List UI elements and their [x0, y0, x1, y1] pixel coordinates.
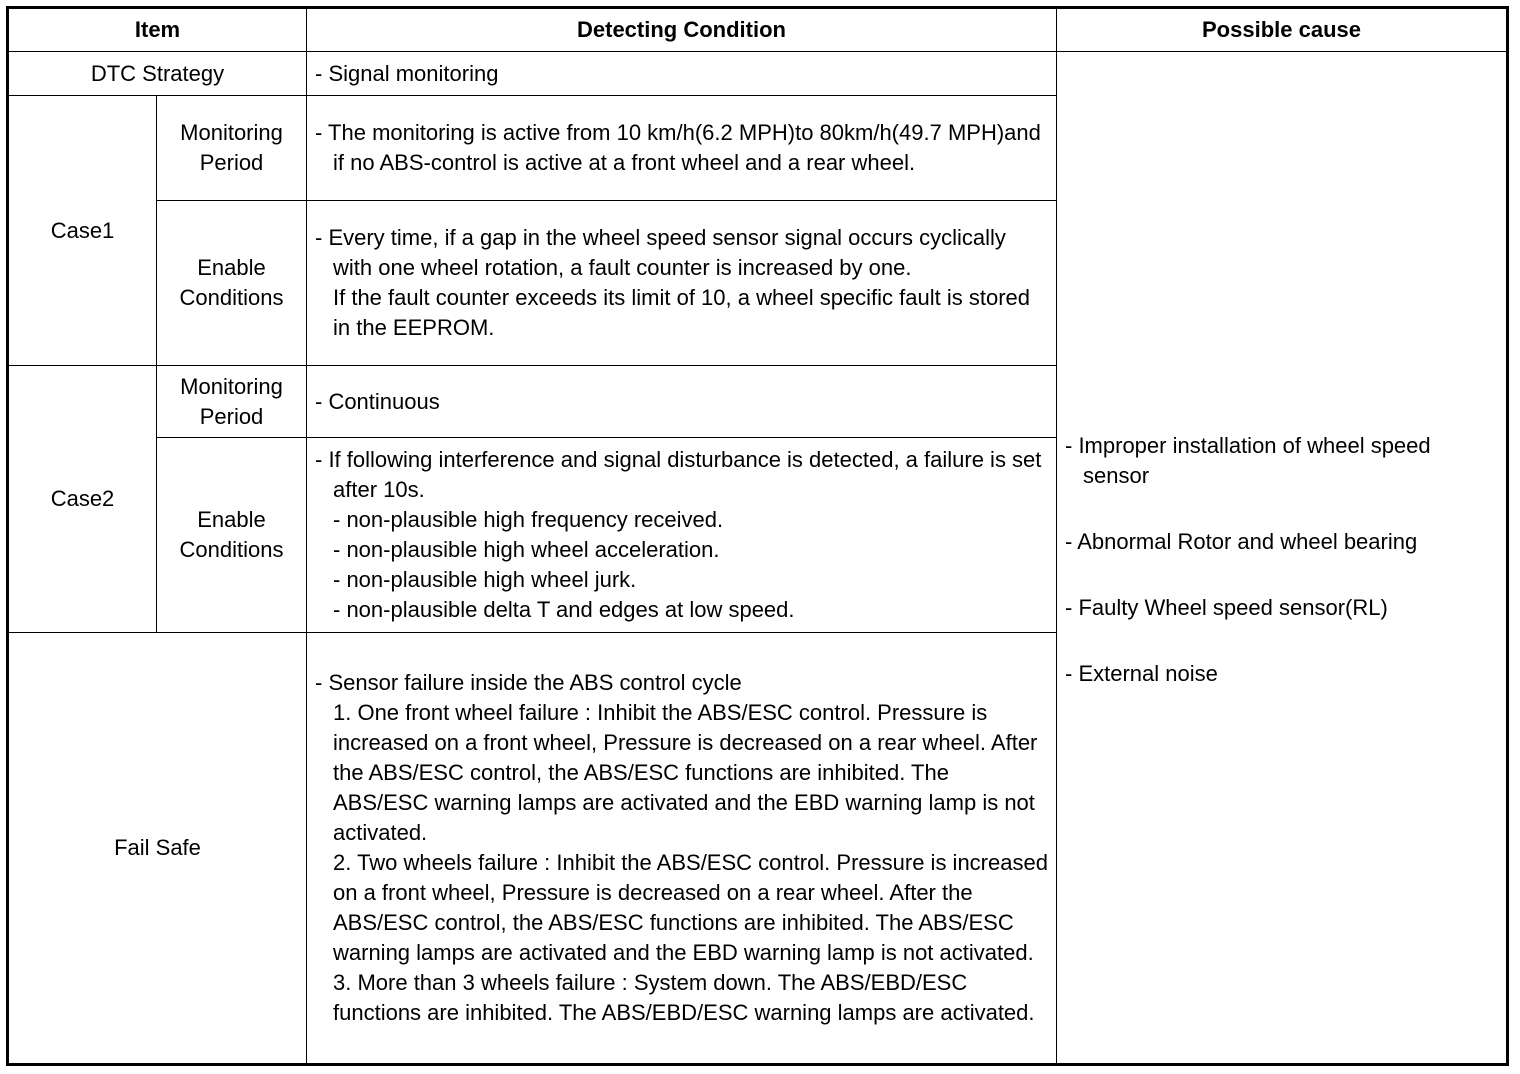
cause-item: - External noise: [1065, 660, 1218, 686]
case2-label: Case2: [8, 366, 157, 633]
case2-enable-item: - non-plausible high wheel jurk.: [333, 567, 637, 592]
dtc-strategy-label: DTC Strategy: [8, 52, 307, 96]
case1-enable-line: If the fault counter exceeds its limit of 10, a wheel specific fault is stored in the EEPROM.: [333, 285, 1031, 340]
case2-enable-intro: - If following interference and signal disturbance is detected, a failure is set after 10s.: [315, 447, 1042, 502]
header-item: Item: [8, 8, 307, 52]
fail-safe-item: 3. More than 3 wheels failure : System down. The ABS/EBD/ESC functions are inhibited. The ABS/EBD/ESC warning lamps are activated.: [333, 970, 1035, 1025]
header-detecting-condition: Detecting Condition: [307, 8, 1057, 52]
case2-enable-item: - non-plausible high frequency received.: [333, 507, 724, 532]
fail-safe-intro: - Sensor failure inside the ABS control cycle: [315, 670, 742, 695]
cause-item: - Abnormal Rotor and wheel bearing: [1065, 528, 1418, 554]
case2-enable-item: - non-plausible high wheel acceleration.: [333, 537, 720, 562]
case2-monitoring-text: - Continuous: [315, 388, 440, 414]
row-dtc-strategy: [8, 52, 1508, 96]
dtc-strategy-condition: [307, 52, 1057, 96]
possible-cause-cell: [1057, 52, 1508, 1065]
dtc-strategy-text: - Signal monitoring: [315, 60, 499, 86]
case2-enable-label: Enable Conditions: [157, 438, 307, 633]
case1-monitoring-label: Monitoring Period: [157, 96, 307, 201]
case1-enable-label: Enable Conditions: [157, 201, 307, 366]
fail-safe-item: 2. Two wheels failure : Inhibit the ABS/ESC control. Pressure is increased on a front wheel, Pressure is decreased on a rear wheel. After the ABS/ESC control, the ABS/ESC functions are inhibited. The ABS/ESC warning lamps are activated and the EBD warning lamp is not activated.: [333, 850, 1048, 965]
case2-monitoring-condition: [307, 366, 1057, 438]
case2-monitoring-label: Monitoring Period: [157, 366, 307, 438]
case1-enable-line: - Every time, if a gap in the wheel speed sensor signal occurs cyclically with one wheel rotation, a fault counter is increased by one.: [315, 225, 1006, 280]
cause-item: - Faulty Wheel speed sensor(RL): [1065, 594, 1388, 620]
header-possible-cause: Possible cause: [1057, 8, 1508, 52]
dtc-table: [6, 6, 1509, 1066]
fail-safe-condition: [307, 633, 1057, 1065]
case1-label: Case1: [8, 96, 157, 366]
header-row: [8, 8, 1508, 52]
case1-monitoring-text: - The monitoring is active from 10 km/h(6.2 MPH)to 80km/h(49.7 MPH)and if no ABS-control is active at a front wheel and a rear wheel.: [315, 120, 1041, 175]
case1-enable-condition: [307, 201, 1057, 366]
fail-safe-label: Fail Safe: [8, 633, 307, 1065]
fail-safe-item: 1. One front wheel failure : Inhibit the ABS/ESC control. Pressure is increased on a front wheel, Pressure is decreased on a rear wheel. After the ABS/ESC control, the ABS/ESC functions are inhibited. The ABS/ESC warning lamps are activated and the EBD warning lamp is not activated.: [333, 700, 1038, 845]
case2-enable-condition: [307, 438, 1057, 633]
case2-enable-item: - non-plausible delta T and edges at low speed.: [333, 597, 795, 622]
cause-item: - Improper installation of wheel speed sensor: [1065, 432, 1431, 488]
case1-monitoring-condition: [307, 96, 1057, 201]
